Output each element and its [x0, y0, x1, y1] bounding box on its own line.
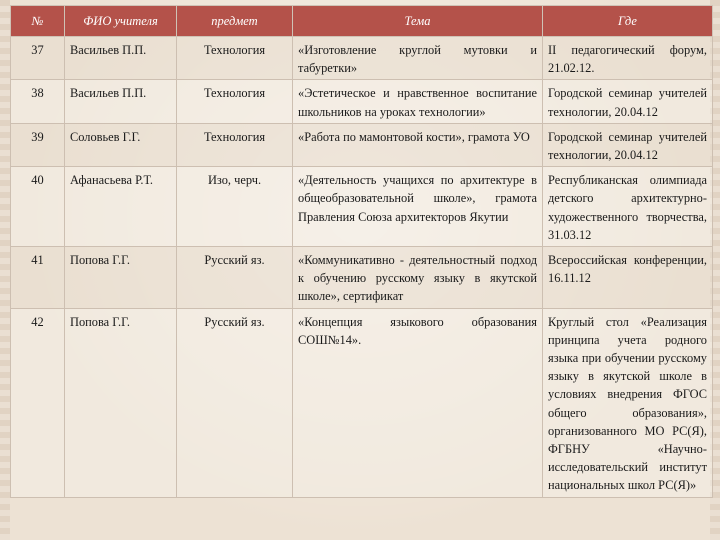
row-teacher: Афанасьева Р.Т.: [65, 167, 177, 247]
table-row: [11, 308, 713, 497]
row-num: 40: [11, 167, 65, 247]
row-topic: «Деятельность учащихся по архитектуре в общеобразовательной школе», грамота Правления Союза архитекторов Якутии: [293, 167, 543, 247]
row-num: 41: [11, 247, 65, 309]
row-teacher: Васильев П.П.: [65, 37, 177, 80]
table-row: [11, 123, 713, 166]
row-topic: «Коммуникативно - деятельностный подход к обучению русскому языку в якутской школе», сертификат: [293, 247, 543, 309]
table-row: [11, 37, 713, 80]
row-topic: «Изготовление круглой мутовки и табуретки»: [293, 37, 543, 80]
left-edge-decoration: [0, 0, 10, 540]
row-topic: «Работа по мамонтовой кости», грамота УО: [293, 123, 543, 166]
header-topic: Тема: [293, 6, 543, 37]
row-teacher: Васильев П.П.: [65, 80, 177, 123]
header-teacher: ФИО учителя: [65, 6, 177, 37]
row-num: 37: [11, 37, 65, 80]
header-where: Где: [543, 6, 713, 37]
row-where: Городской семинар учителей технологии, 20.04.12: [543, 80, 713, 123]
row-topic: «Эстетическое и нравственное воспитание школьников на уроках технологии»: [293, 80, 543, 123]
table-row: [11, 247, 713, 309]
header-row: [11, 6, 713, 37]
header-subject: предмет: [177, 6, 293, 37]
row-subject: Технология: [177, 37, 293, 80]
table-body: [11, 37, 713, 498]
row-where: Всероссийская конференции, 16.11.12: [543, 247, 713, 309]
row-teacher: Соловьев Г.Г.: [65, 123, 177, 166]
table-row: [11, 167, 713, 247]
row-subject: Русский яз.: [177, 247, 293, 309]
row-num: 42: [11, 308, 65, 497]
row-subject: Изо, черч.: [177, 167, 293, 247]
row-topic: «Концепция языкового образования СОШ№14».: [293, 308, 543, 497]
row-where: Круглый стол «Реализация принципа учета родного языка при обучении русскому языку в якутской школе в условиях внедрения ФГОС общего образования», организованного МО РС(Я), ФГБНУ «Научно-исследовательский институт национальных школ РС(Я)»: [543, 308, 713, 497]
row-subject: Технология: [177, 123, 293, 166]
row-num: 39: [11, 123, 65, 166]
row-where: Городской семинар учителей технологии, 20.04.12: [543, 123, 713, 166]
table-row: [11, 80, 713, 123]
row-subject: Русский яз.: [177, 308, 293, 497]
row-teacher: Попова Г.Г.: [65, 247, 177, 309]
table-header: [11, 6, 713, 37]
row-where: II педагогический форум, 21.02.12.: [543, 37, 713, 80]
header-num: №: [11, 6, 65, 37]
row-where: Республиканская олимпиада детского архитектурно-художественного творчества, 31.03.12: [543, 167, 713, 247]
row-num: 38: [11, 80, 65, 123]
events-table: [10, 5, 713, 498]
row-teacher: Попова Г.Г.: [65, 308, 177, 497]
row-subject: Технология: [177, 80, 293, 123]
